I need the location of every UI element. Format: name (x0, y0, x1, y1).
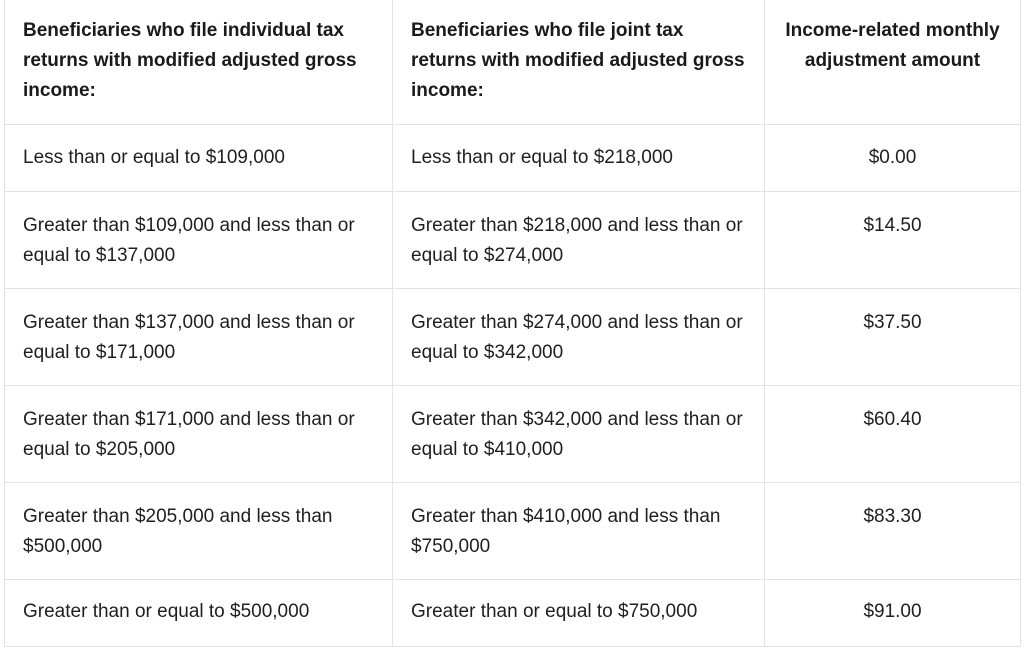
cell-adjustment: $83.30 (765, 483, 1021, 580)
cell-joint: Greater than or equal to $750,000 (393, 580, 765, 647)
table-body (5, 125, 1021, 647)
irmaa-table-container (4, 0, 1020, 647)
cell-individual: Greater than or equal to $500,000 (5, 580, 393, 647)
cell-individual: Greater than $109,000 and less than or equal to $137,000 (5, 192, 393, 289)
cell-individual: Greater than $205,000 and less than $500,000 (5, 483, 393, 580)
table-row (5, 289, 1021, 386)
table-row (5, 580, 1021, 647)
cell-adjustment: $14.50 (765, 192, 1021, 289)
cell-joint: Less than or equal to $218,000 (393, 125, 765, 192)
cell-adjustment: $37.50 (765, 289, 1021, 386)
cell-individual: Greater than $137,000 and less than or equal to $171,000 (5, 289, 393, 386)
header-row (5, 1, 1021, 125)
header-adjustment: Income-related monthly adjustment amount (765, 1, 1021, 125)
cell-individual: Less than or equal to $109,000 (5, 125, 393, 192)
header-individual: Beneficiaries who file individual tax returns with modified adjusted gross income: (5, 1, 393, 125)
table-header (5, 1, 1021, 125)
cell-adjustment: $60.40 (765, 386, 1021, 483)
table-row (5, 483, 1021, 580)
cell-joint: Greater than $218,000 and less than or equal to $274,000 (393, 192, 765, 289)
cell-joint: Greater than $274,000 and less than or equal to $342,000 (393, 289, 765, 386)
cell-joint: Greater than $342,000 and less than or equal to $410,000 (393, 386, 765, 483)
table-row (5, 386, 1021, 483)
cell-joint: Greater than $410,000 and less than $750,000 (393, 483, 765, 580)
table-row (5, 192, 1021, 289)
cell-adjustment: $91.00 (765, 580, 1021, 647)
irmaa-table (4, 0, 1021, 647)
header-joint: Beneficiaries who file joint tax returns with modified adjusted gross income: (393, 1, 765, 125)
cell-individual: Greater than $171,000 and less than or equal to $205,000 (5, 386, 393, 483)
table-row (5, 125, 1021, 192)
cell-adjustment: $0.00 (765, 125, 1021, 192)
